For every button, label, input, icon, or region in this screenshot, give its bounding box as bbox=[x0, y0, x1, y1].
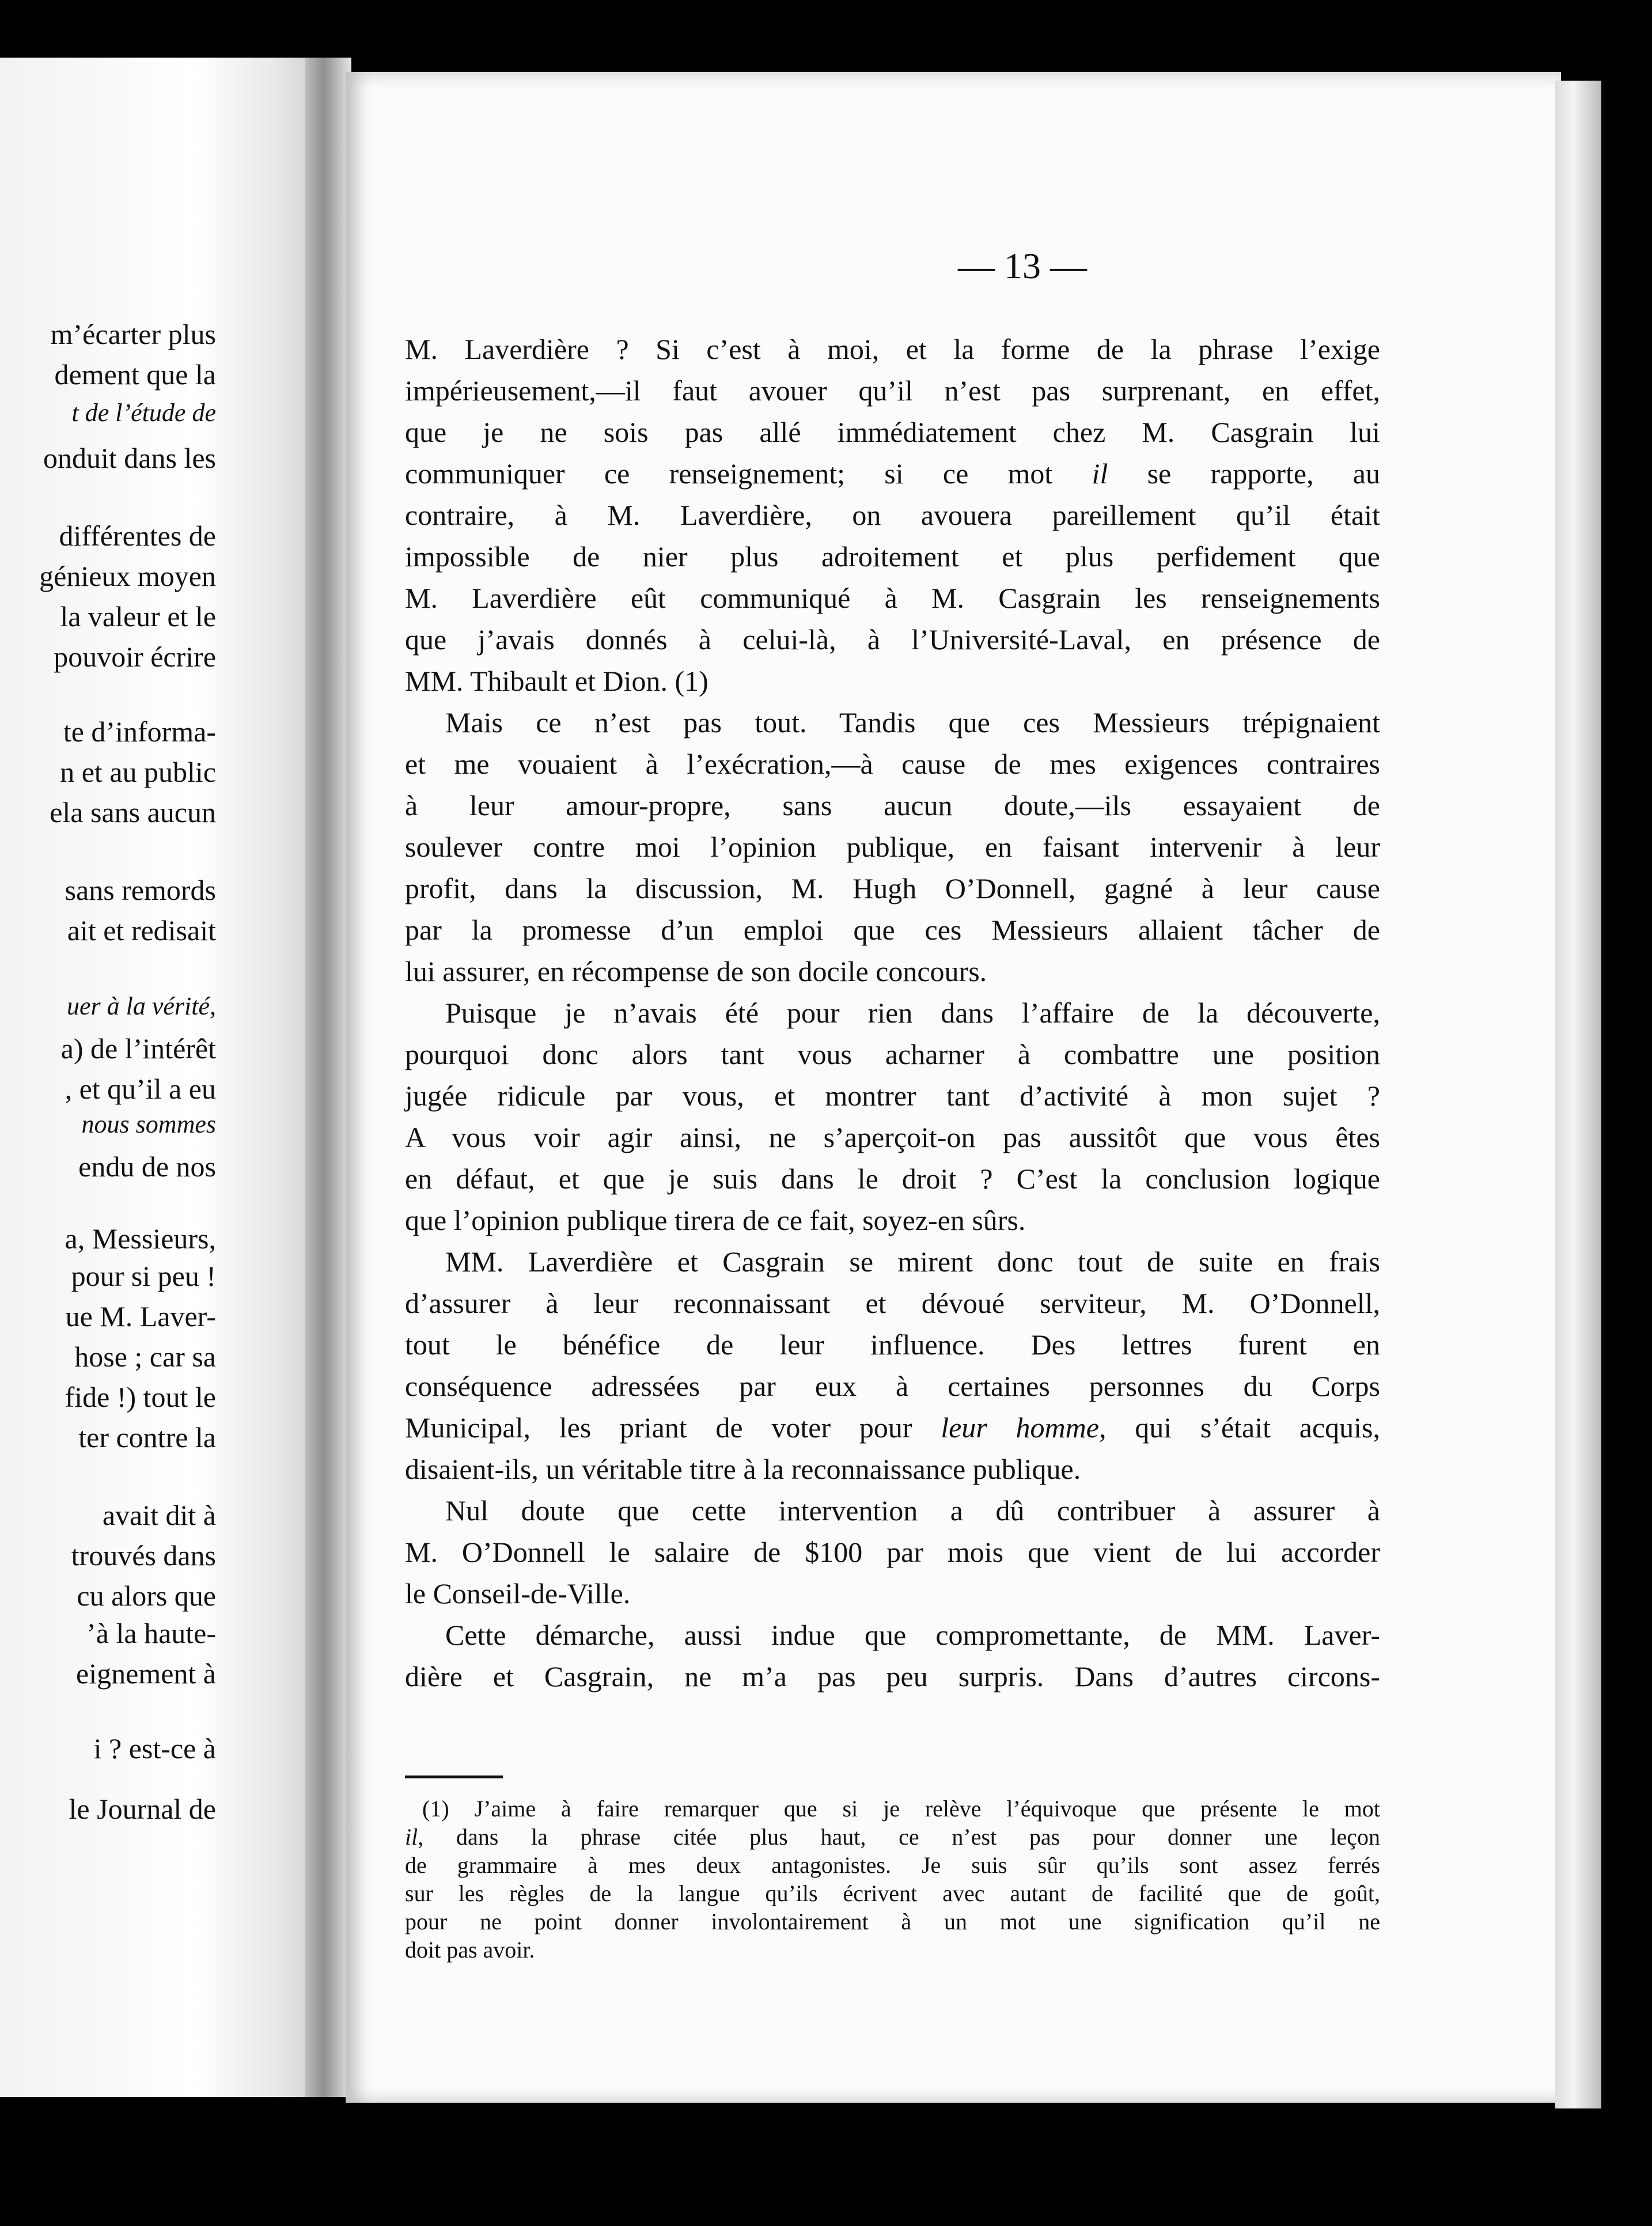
body-line: par la promesse d’un emploi que ces Messieurs allaient tâcher de bbox=[405, 914, 1380, 946]
footnote-line bbox=[405, 1823, 1380, 1851]
footnote-line: de grammaire à mes deux antagonistes. Je suis sûr qu’ils sont assez ferrés bbox=[405, 1852, 1380, 1878]
body-line: en défaut, et que je suis dans le droit ? C’est la conclusion logique bbox=[405, 1163, 1380, 1195]
left-page-line: avait dit à bbox=[102, 1499, 216, 1531]
body-line: soulever contre moi l’opinion publique, en faisant intervenir à leur bbox=[405, 831, 1380, 863]
left-page-line: , et qu’il a eu bbox=[65, 1073, 216, 1105]
left-page-line: trouvés dans bbox=[71, 1539, 216, 1572]
left-page-line: la valeur et le bbox=[60, 600, 216, 633]
line-segment: , qui s’était acquis, bbox=[1098, 1411, 1381, 1444]
left-page-line: te d’informa- bbox=[63, 716, 216, 748]
footnote-line: sur les règles de la langue qu’ils écrivent avec autant de facilité que de goût, bbox=[405, 1880, 1380, 1906]
body-line: dière et Casgrain, ne m’a pas peu surpris. Dans d’autres circons- bbox=[405, 1660, 1380, 1693]
left-page-line: t de l’étude de bbox=[71, 399, 216, 427]
body-line: que l’opinion publique tirera de ce fait, soyez-en sûrs. bbox=[405, 1204, 1026, 1236]
left-page-line: m’écarter plus bbox=[50, 318, 216, 350]
body-line: MM. Laverdière et Casgrain se mirent donc tout de suite en frais bbox=[445, 1246, 1380, 1278]
body-line: d’assurer à leur reconnaissant et dévoué serviteur, M. O’Donnell, bbox=[405, 1287, 1380, 1319]
left-page-line: ’à la haute- bbox=[86, 1617, 216, 1649]
body-line: conséquence adressées par eux à certaines personnes du Corps bbox=[405, 1370, 1380, 1402]
left-page-line: sans remords bbox=[65, 874, 216, 906]
body-line: profit, dans la discussion, M. Hugh O’Donnell, gagné à leur cause bbox=[405, 872, 1380, 904]
line-segment: , dans la phrase citée plus haut, ce n’est pas pour donner une leçon bbox=[418, 1824, 1380, 1850]
body-line: jugée ridicule par vous, et montrer tant d’activité à mon sujet ? bbox=[405, 1080, 1380, 1112]
left-page-line: i ? est-ce à bbox=[93, 1732, 216, 1765]
left-page-fragment bbox=[0, 58, 323, 2097]
left-page-line: génieux moyen bbox=[39, 560, 216, 592]
body-line: impérieusement,—il faut avouer qu’il n’est pas surprenant, en effet, bbox=[405, 374, 1380, 407]
left-page-line: a, Messieurs, bbox=[65, 1222, 216, 1255]
italic-word: il bbox=[1092, 457, 1108, 490]
body-line: M. Laverdière ? Si c’est à moi, et la forme de la phrase l’exige bbox=[405, 333, 1380, 365]
footnote-line: (1) J’aime à faire remarquer que si je relève l’équivoque que présente le mot bbox=[422, 1796, 1380, 1822]
left-page-line: pouvoir écrire bbox=[54, 641, 216, 673]
footnote-line: pour ne point donner involontairement à un mot une signification qu’il ne bbox=[405, 1909, 1380, 1934]
footnote-rule bbox=[405, 1776, 503, 1778]
left-page-line: nous sommes bbox=[81, 1110, 216, 1138]
page-edge bbox=[1555, 81, 1601, 2108]
italic-word: il bbox=[405, 1824, 418, 1850]
left-page-line: onduit dans les bbox=[43, 442, 216, 474]
body-line: A vous voir agir ainsi, ne s’aperçoit-on pas aussitôt que vous êtes bbox=[405, 1121, 1380, 1153]
book-gutter bbox=[305, 58, 351, 2097]
left-page-line: dement que la bbox=[54, 358, 216, 391]
left-page-line: ait et redisait bbox=[67, 914, 216, 947]
left-page-line: cu alors que bbox=[77, 1580, 216, 1612]
left-page-line: endu de nos bbox=[78, 1150, 216, 1183]
body-line: impossible de nier plus adroitement et plus perfidement que bbox=[405, 540, 1380, 573]
body-line: M. Laverdière eût communiqué à M. Casgrain les renseignements bbox=[405, 582, 1380, 614]
line-segment: Municipal, les priant de voter pour bbox=[405, 1411, 941, 1444]
left-page-line: n et au public bbox=[60, 756, 216, 788]
body-line: Nul doute que cette intervention a dû contribuer à assurer à bbox=[445, 1494, 1380, 1527]
body-line: disaient-ils, un véritable titre à la reconnaissance publique. bbox=[405, 1453, 1081, 1485]
body-line: pourquoi donc alors tant vous acharner à combattre une position bbox=[405, 1038, 1380, 1070]
left-page-line: pour si peu ! bbox=[71, 1260, 216, 1292]
body-line: le Conseil-de-Ville. bbox=[405, 1577, 631, 1610]
body-line: à leur amour-propre, sans aucun doute,—ils essayaient de bbox=[405, 789, 1380, 822]
body-line: et me vouaient à l’exécration,—à cause de mes exigences contraires bbox=[405, 748, 1380, 780]
left-page-line: différentes de bbox=[59, 520, 216, 552]
body-line: MM. Thibault et Dion. (1) bbox=[405, 665, 708, 697]
right-page bbox=[346, 72, 1561, 2103]
left-page-line: fide !) tout le bbox=[65, 1381, 216, 1413]
body-line: Puisque je n’avais été pour rien dans l’affaire de la découverte, bbox=[445, 997, 1380, 1029]
body-line: tout le bénéfice de leur influence. Des lettres furent en bbox=[405, 1328, 1380, 1361]
italic-word: leur homme bbox=[941, 1411, 1099, 1444]
body-line: Mais ce n’est pas tout. Tandis que ces Messieurs trépignaient bbox=[445, 706, 1380, 739]
left-page-line: le Journal de bbox=[69, 1793, 216, 1825]
body-line bbox=[405, 1407, 1380, 1448]
left-page-line: eignement à bbox=[76, 1657, 216, 1690]
footnote bbox=[405, 1795, 1380, 1964]
body-line: M. O’Donnell le salaire de $100 par mois que vient de lui accorder bbox=[405, 1536, 1380, 1568]
body-text bbox=[405, 328, 1380, 1697]
left-page-line: ter contre la bbox=[78, 1421, 216, 1453]
body-line bbox=[405, 453, 1380, 494]
body-line: contraire, à M. Laverdière, on avouera pareillement qu’il était bbox=[405, 499, 1380, 531]
left-page-line: ela sans aucun bbox=[50, 796, 216, 828]
body-line: lui assurer, en récompense de son docile concours. bbox=[405, 955, 987, 987]
footnote-line: doit pas avoir. bbox=[405, 1937, 535, 1963]
body-line: Cette démarche, aussi indue que compromettante, de MM. Laver- bbox=[445, 1619, 1380, 1651]
left-page-line: uer à la vérité, bbox=[66, 992, 216, 1020]
left-page-line: a) de l’intérêt bbox=[60, 1032, 216, 1065]
line-segment: communiquer ce renseignement; si ce mot bbox=[405, 457, 1092, 490]
page-number: — 13 — bbox=[958, 245, 1087, 286]
body-line: que je ne sois pas allé immédiatement chez M. Casgrain lui bbox=[405, 416, 1380, 448]
left-page-line: ue M. Laver- bbox=[65, 1300, 216, 1332]
body-line: que j’avais donnés à celui-là, à l’Université-Laval, en présence de bbox=[405, 623, 1380, 656]
left-page-line: hose ; car sa bbox=[74, 1341, 216, 1373]
line-segment: se rapporte, au bbox=[1108, 457, 1381, 490]
